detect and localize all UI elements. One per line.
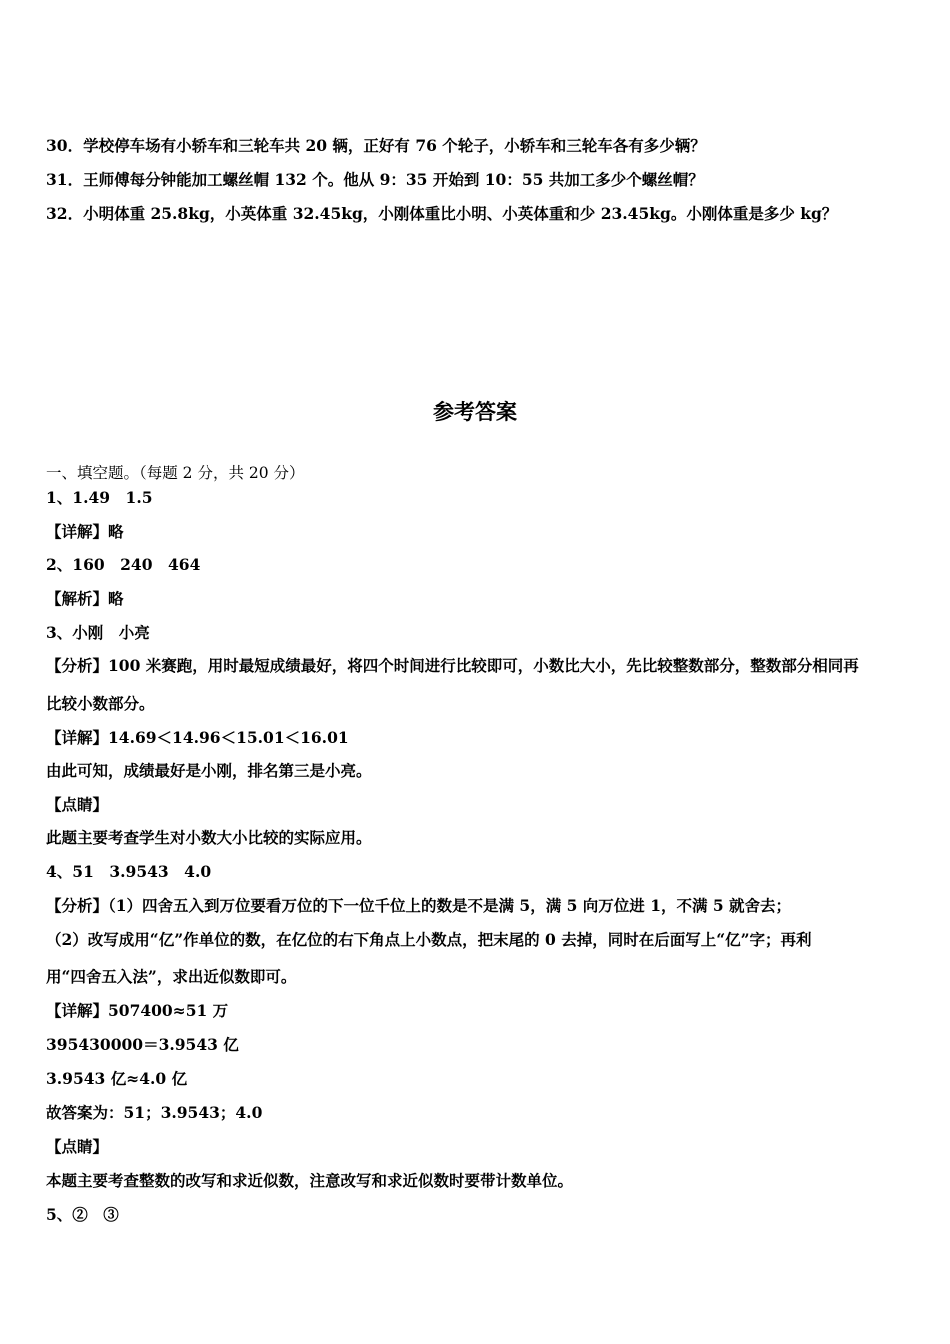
answer-line: 395430000＝3.9543 亿: [46, 1035, 239, 1054]
answer-line: 【分析】（1）四舍五入到万位要看万位的下一位千位上的数是不是满 5，满 5 向万位进 1，不满 5 就舍去；: [46, 896, 792, 915]
answer-line: 1、1.49 1.5: [46, 488, 153, 507]
question-32: 32．小明体重 25.8kg，小英体重 32.45kg，小刚体重比小明、小英体重和少 23.45kg。小刚体重是多少 kg？: [46, 204, 838, 223]
answer-line: 5、② ③: [46, 1205, 119, 1224]
answer-line: 3.9543 亿≈4.0 亿: [46, 1069, 188, 1088]
question-30: 30．学校停车场有小轿车和三轮车共 20 辆，正好有 76 个轮子，小轿车和三轮车各有多少辆？: [46, 136, 706, 155]
answer-line: （2）改写成用“亿”作单位的数，在亿位的右下角点上小数点，把末尾的 0 去掉，同时在后面写上“亿”字；再利: [46, 930, 812, 949]
answer-line: 故答案为：51；3.9543；4.0: [46, 1103, 263, 1122]
answers-title: 参考答案: [433, 400, 517, 424]
answer-line: 【详解】14.69＜14.96＜15.01＜16.01: [46, 728, 349, 747]
answer-line: 本题主要考查整数的改写和求近似数，注意改写和求近似数时要带计数单位。: [46, 1171, 574, 1190]
answer-line: 3、小刚 小亮: [46, 623, 150, 642]
answer-line: 【点睛】: [46, 795, 109, 814]
answer-line: 4、51 3.9543 4.0: [46, 862, 212, 881]
question-31: 31．王师傅每分钟能加工螺丝帽 132 个。他从 9：35 开始到 10：55 共加工多少个螺丝帽？: [46, 170, 704, 189]
answer-line: 【解析】略: [46, 589, 124, 608]
answer-line: 【详解】507400≈51 万: [46, 1001, 229, 1020]
answer-line: 2、160 240 464: [46, 555, 201, 574]
answer-line: 用“四舍五入法”，求出近似数即可。: [46, 967, 297, 986]
answer-line: 此题主要考查学生对小数大小比较的实际应用。: [46, 828, 372, 847]
section-heading: 一、填空题。（每题 2 分，共 20 分）: [46, 464, 305, 482]
answer-line: 比较小数部分。: [46, 694, 155, 713]
answer-line: 【点睛】: [46, 1137, 109, 1156]
answer-line: 【分析】100 米赛跑，用时最短成绩最好，将四个时间进行比较即可，小数比大小，先比较整数部分，整数部分相同再: [46, 656, 859, 675]
answer-line: 由此可知，成绩最好是小刚，排名第三是小亮。: [46, 761, 372, 780]
answer-line: 【详解】略: [46, 522, 124, 541]
